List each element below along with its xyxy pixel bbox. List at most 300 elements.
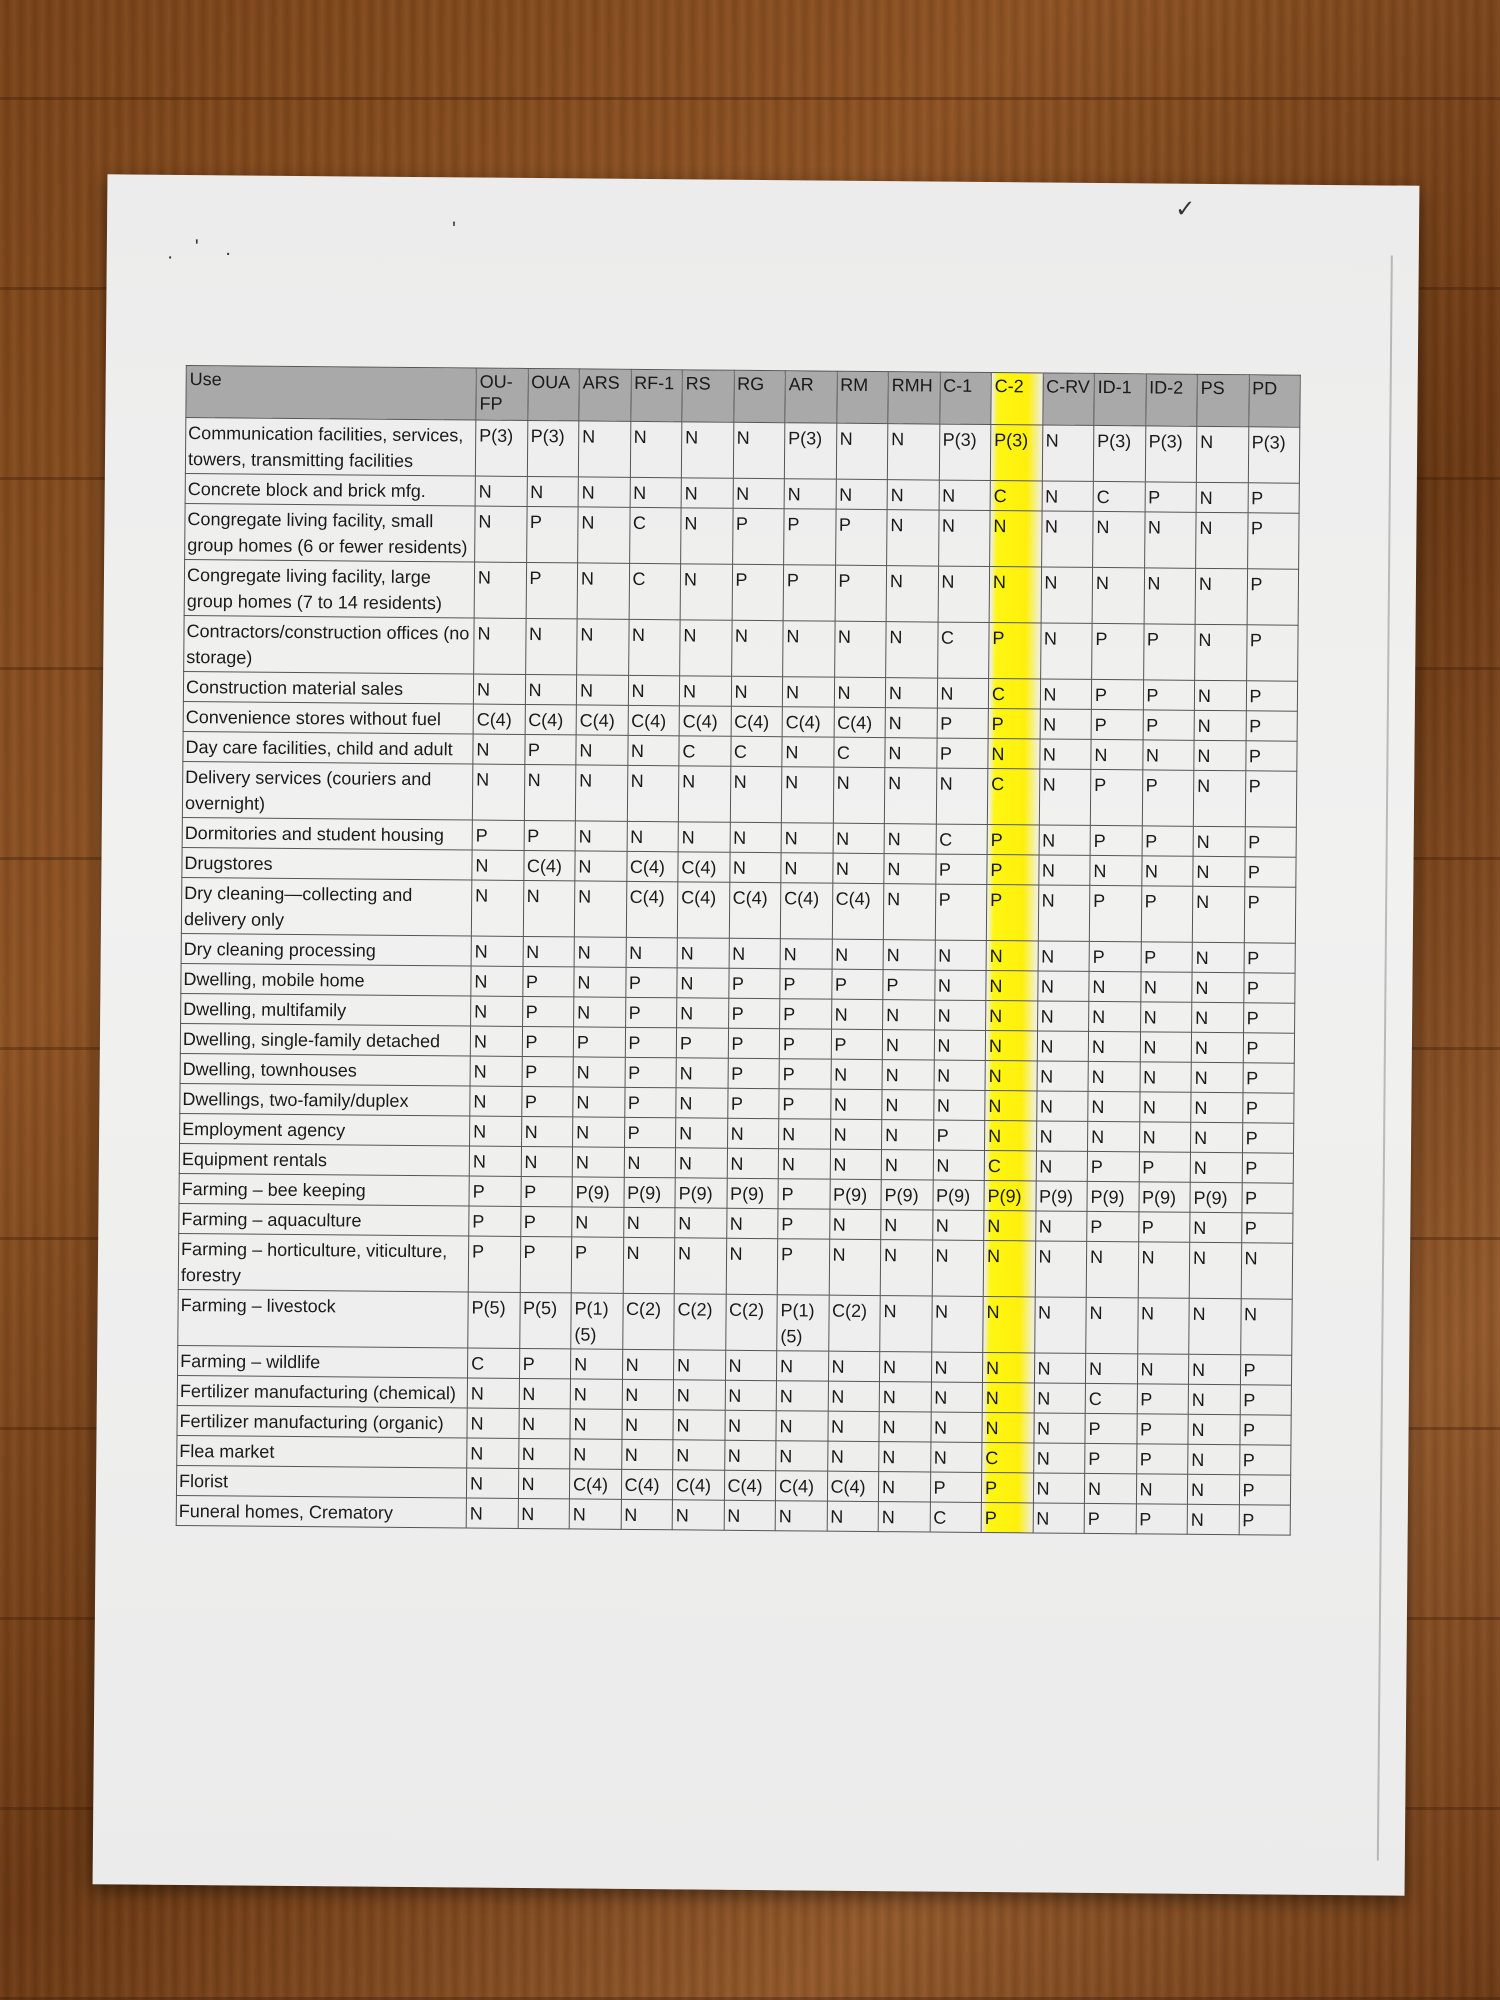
permission-cell: N xyxy=(985,1091,1037,1121)
permission-cell: C xyxy=(629,563,681,619)
permission-cell: C(4) xyxy=(621,1469,673,1499)
use-cell: Farming – bee keeping xyxy=(179,1173,469,1206)
permission-cell: N xyxy=(836,479,888,509)
permission-cell: N xyxy=(681,478,733,508)
permission-cell: P xyxy=(779,1089,831,1119)
permission-cell: N xyxy=(1139,1092,1191,1122)
permission-cell: P xyxy=(624,1117,676,1147)
permission-cell: N xyxy=(933,1150,985,1180)
permission-cell: N xyxy=(630,477,682,507)
permission-cell: N xyxy=(879,1352,931,1382)
permission-cell: N xyxy=(471,936,523,966)
permission-cell: N xyxy=(836,423,888,479)
permission-cell: N xyxy=(521,1116,573,1146)
permission-cell: N xyxy=(675,1208,727,1238)
permission-cell: N xyxy=(937,678,989,708)
permission-cell: C(4) xyxy=(626,881,678,937)
permission-cell: N xyxy=(1188,1384,1240,1414)
permission-cell: P xyxy=(1244,943,1296,973)
use-cell: Farming – aquaculture xyxy=(179,1203,469,1236)
permission-cell: N xyxy=(570,1379,622,1409)
permission-cell: N xyxy=(1034,1297,1086,1353)
permission-cell: P xyxy=(987,855,1039,885)
permission-cell: N xyxy=(782,737,834,767)
permission-cell: N xyxy=(577,563,629,619)
permission-cell: N xyxy=(1033,1443,1085,1473)
permission-cell: N xyxy=(1194,740,1246,770)
table-header-row xyxy=(186,366,1300,428)
permission-cell: P xyxy=(1137,1384,1189,1414)
permission-cell: N xyxy=(1084,1473,1136,1503)
permission-cell: N xyxy=(982,1412,1034,1442)
permission-cell: P xyxy=(526,506,578,562)
permission-cell: N xyxy=(570,1409,622,1439)
permission-cell: N xyxy=(527,476,579,506)
permission-cell: N xyxy=(1138,1242,1190,1298)
permission-cell: N xyxy=(1139,1122,1191,1152)
table-row xyxy=(184,615,1298,681)
permission-cell: P(9) xyxy=(1138,1182,1190,1212)
permission-cell: N xyxy=(1091,739,1143,769)
permission-cell: N xyxy=(467,1378,519,1408)
permission-cell: N xyxy=(472,850,524,880)
permission-cell: N xyxy=(725,1380,777,1410)
permission-cell: N xyxy=(1141,856,1193,886)
permission-cell: N xyxy=(879,1412,931,1442)
permission-cell: N xyxy=(623,1237,675,1293)
permission-cell: N xyxy=(832,853,884,883)
table-row xyxy=(178,1289,1292,1355)
permission-cell: C(2) xyxy=(725,1294,777,1350)
permission-cell: C(4) xyxy=(576,705,628,735)
permission-cell: N xyxy=(834,677,886,707)
permission-cell: P(9) xyxy=(829,1179,881,1209)
permission-cell: N xyxy=(469,1146,521,1176)
permission-cell: N xyxy=(1193,826,1245,856)
permission-cell: N xyxy=(931,1382,983,1412)
permission-cell: N xyxy=(572,1147,624,1177)
use-cell: Farming – horticulture, viticulture, forestry xyxy=(178,1233,468,1292)
paper-edge-line xyxy=(1377,256,1393,1861)
permission-cell: N xyxy=(931,1296,983,1352)
permission-cell: P(3) xyxy=(1093,425,1145,481)
permission-cell: N xyxy=(1196,426,1248,482)
permission-cell: N xyxy=(475,476,527,506)
permission-cell: P(5) xyxy=(519,1292,571,1348)
header-use: Use xyxy=(186,366,476,421)
permission-cell: N xyxy=(783,621,835,677)
permission-cell: P xyxy=(1245,741,1297,771)
use-cell: Construction material sales xyxy=(183,671,473,704)
permission-cell: N xyxy=(621,1439,673,1469)
permission-cell: P xyxy=(1245,827,1297,857)
permission-cell: C(4) xyxy=(525,704,577,734)
permission-cell: N xyxy=(1088,1091,1140,1121)
permission-cell: P xyxy=(1138,1212,1190,1242)
permission-cell: N xyxy=(932,1210,984,1240)
permission-cell: N xyxy=(1041,567,1093,623)
permission-cell: N xyxy=(724,1500,776,1530)
use-cell: Flea market xyxy=(177,1435,467,1468)
permission-cell: N xyxy=(1194,680,1246,710)
permission-cell: N xyxy=(936,768,988,824)
permission-cell: N xyxy=(986,941,1038,971)
permission-cell: N xyxy=(1188,1444,1240,1474)
permission-cell: P xyxy=(780,999,832,1029)
permission-cell: P xyxy=(728,1028,780,1058)
permission-cell: N xyxy=(472,764,524,820)
use-cell: Farming – wildlife xyxy=(178,1345,468,1378)
permission-cell: N xyxy=(1085,1353,1137,1383)
permission-cell: N xyxy=(627,765,679,821)
permission-cell: N xyxy=(1192,972,1244,1002)
use-cell: Dormitories and student housing xyxy=(182,817,472,850)
permission-cell: N xyxy=(1194,710,1246,740)
permission-cell: C(4) xyxy=(775,1471,827,1501)
permission-cell: N xyxy=(1040,679,1092,709)
permission-cell: N xyxy=(982,1382,1034,1412)
permission-cell: N xyxy=(879,1442,931,1472)
permission-cell: P xyxy=(1243,1063,1295,1093)
permission-cell: N xyxy=(1037,1031,1089,1061)
permission-cell: N xyxy=(470,1086,522,1116)
permission-cell: P xyxy=(728,1058,780,1088)
table-row xyxy=(185,503,1299,569)
permission-cell: P xyxy=(1087,1211,1139,1241)
permission-cell: P xyxy=(728,968,780,998)
permission-cell: N xyxy=(1039,769,1091,825)
permission-cell: P xyxy=(784,509,836,565)
permission-cell: P xyxy=(1242,1123,1294,1153)
permission-cell: N xyxy=(467,1408,519,1438)
permission-cell: N xyxy=(622,1349,674,1379)
permission-cell: P xyxy=(1239,1475,1291,1505)
permission-cell: N xyxy=(466,1498,518,1528)
permission-cell: N xyxy=(1195,568,1247,624)
permission-cell: P(9) xyxy=(623,1177,675,1207)
permission-cell: P xyxy=(981,1502,1033,1532)
permission-cell: C xyxy=(990,481,1042,511)
table-row xyxy=(182,761,1296,827)
ink-speck: ' xyxy=(451,218,456,241)
permission-cell: N xyxy=(1240,1299,1292,1355)
permission-cell: P xyxy=(930,1472,982,1502)
use-cell: Dwelling, multifamily xyxy=(181,993,471,1026)
permission-cell: N xyxy=(1144,568,1196,624)
permission-cell: P(1)(5) xyxy=(571,1293,623,1349)
permission-cell: N xyxy=(781,767,833,823)
permission-cell: P xyxy=(1141,886,1193,942)
permission-cell: P xyxy=(937,708,989,738)
permission-cell: N xyxy=(621,1499,673,1529)
permission-cell: P xyxy=(526,562,578,618)
permission-cell: N xyxy=(574,967,626,997)
permission-cell: N xyxy=(1039,825,1091,855)
permission-cell: P xyxy=(1242,1153,1294,1183)
permission-cell: C(4) xyxy=(628,705,680,735)
permission-cell: N xyxy=(1087,1121,1139,1151)
permission-cell: N xyxy=(470,1026,522,1056)
permission-cell: N xyxy=(884,854,936,884)
permission-cell: P(3) xyxy=(1145,426,1197,482)
permission-cell: P xyxy=(1143,624,1195,680)
permission-cell: C(2) xyxy=(622,1293,674,1349)
permission-cell: N xyxy=(827,1501,879,1531)
permission-cell: P xyxy=(988,709,1040,739)
use-cell: Florist xyxy=(176,1465,466,1498)
permission-cell: N xyxy=(983,1296,1035,1352)
permission-cell: C(2) xyxy=(674,1294,726,1350)
permission-cell: P xyxy=(780,969,832,999)
permission-cell: C xyxy=(984,1150,1036,1180)
use-cell: Communication facilities, services, towers, transmitting facilities xyxy=(185,418,475,477)
permission-cell: N xyxy=(884,768,936,824)
permission-cell: N xyxy=(1189,1298,1241,1354)
permission-cell: P xyxy=(1090,825,1142,855)
permission-cell: N xyxy=(1187,1504,1239,1534)
permission-cell: N xyxy=(627,735,679,765)
ink-speck: ✓ xyxy=(1175,195,1196,223)
permission-cell: P xyxy=(1244,857,1296,887)
permission-cell: N xyxy=(574,997,626,1027)
permission-cell: N xyxy=(1089,971,1141,1001)
permission-cell: N xyxy=(1040,709,1092,739)
permission-cell: P xyxy=(519,1348,571,1378)
permission-cell: N xyxy=(673,1440,725,1470)
ink-speck: · xyxy=(166,245,174,268)
permission-cell: N xyxy=(784,479,836,509)
permission-cell: C xyxy=(930,1502,982,1532)
permission-cell: C xyxy=(629,507,681,563)
header-zone-rs: RS xyxy=(682,370,734,422)
permission-cell: N xyxy=(727,1148,779,1178)
permission-cell: N xyxy=(1196,482,1248,512)
permission-cell: P xyxy=(521,1086,573,1116)
permission-cell: N xyxy=(985,1120,1037,1150)
permission-cell: N xyxy=(1195,624,1247,680)
permission-cell: N xyxy=(627,821,679,851)
permission-cell: N xyxy=(576,675,628,705)
permission-cell: P xyxy=(1248,483,1300,513)
permission-cell: P xyxy=(522,1056,574,1086)
permission-cell: N xyxy=(885,678,937,708)
permission-cell: N xyxy=(1034,1383,1086,1413)
permission-cell: P xyxy=(1091,679,1143,709)
permission-cell: P xyxy=(1142,770,1194,826)
permission-cell: N xyxy=(575,765,627,821)
permission-cell: N xyxy=(1137,1354,1189,1384)
permission-cell: N xyxy=(577,619,629,675)
permission-cell: N xyxy=(886,622,938,678)
permission-cell: N xyxy=(1196,512,1248,568)
permission-cell: N xyxy=(882,1090,934,1120)
permission-cell: N xyxy=(727,1118,779,1148)
permission-cell: N xyxy=(1142,740,1194,770)
permission-cell: P(9) xyxy=(1035,1181,1087,1211)
permission-cell: P(9) xyxy=(675,1178,727,1208)
permission-cell: N xyxy=(572,1207,624,1237)
permission-cell: N xyxy=(676,1088,728,1118)
permission-cell: N xyxy=(886,566,938,622)
permission-cell: N xyxy=(574,937,626,967)
permission-cell: N xyxy=(1038,855,1090,885)
permission-cell: P xyxy=(989,623,1041,679)
permission-cell: N xyxy=(524,764,576,820)
permission-cell: P xyxy=(1239,1415,1291,1445)
permission-cell: P(9) xyxy=(1190,1182,1242,1212)
permission-cell: N xyxy=(628,619,680,675)
permission-cell: P xyxy=(625,1057,677,1087)
permission-cell: N xyxy=(887,424,939,480)
header-zone-rf-1: RF-1 xyxy=(630,369,682,421)
permission-cell: P xyxy=(524,820,576,850)
permission-cell: P xyxy=(676,1028,728,1058)
permission-cell: P xyxy=(831,1029,883,1059)
permission-cell: P xyxy=(469,1206,521,1236)
permission-cell: N xyxy=(726,1238,778,1294)
permission-cell: N xyxy=(880,1240,932,1296)
header-zone-ar: AR xyxy=(785,371,837,423)
permission-cell: P(3) xyxy=(527,420,579,476)
permission-cell: N xyxy=(731,676,783,706)
permission-cell: N xyxy=(621,1409,673,1439)
permission-cell: N xyxy=(934,1060,986,1090)
permission-cell: P(9) xyxy=(726,1178,778,1208)
permission-cell: P xyxy=(1084,1503,1136,1533)
permission-cell: N xyxy=(885,738,937,768)
permission-cell: N xyxy=(938,566,990,622)
use-cell: Congregate living facility, large group homes (7 to 14 residents) xyxy=(184,559,474,618)
permission-cell: N xyxy=(729,852,781,882)
permission-cell: N xyxy=(985,1061,1037,1091)
use-cell: Dwelling, townhouses xyxy=(180,1053,470,1086)
permission-cell: P xyxy=(1136,1414,1188,1444)
permission-cell: N xyxy=(573,1057,625,1087)
permission-cell: N xyxy=(1035,1211,1087,1241)
permission-cell: N xyxy=(778,1149,830,1179)
permission-cell: N xyxy=(578,507,630,563)
permission-cell: N xyxy=(623,1207,675,1237)
permission-cell: N xyxy=(681,422,733,478)
permission-cell: N xyxy=(986,1001,1038,1031)
permission-cell: N xyxy=(525,674,577,704)
permission-cell: N xyxy=(983,1240,1035,1296)
permission-cell: P xyxy=(1089,941,1141,971)
permission-cell: N xyxy=(776,1351,828,1381)
permission-cell: N xyxy=(724,1440,776,1470)
permission-cell: N xyxy=(575,851,627,881)
permission-cell: N xyxy=(473,674,525,704)
permission-cell: P xyxy=(469,1176,521,1206)
header-zone-rg: RG xyxy=(733,370,785,422)
permission-cell: N xyxy=(470,1056,522,1086)
permission-cell: P xyxy=(1243,973,1295,1003)
permission-cell: N xyxy=(776,1441,828,1471)
permission-cell: N xyxy=(724,1410,776,1440)
permission-cell: P(3) xyxy=(939,424,991,480)
permission-cell: N xyxy=(677,938,729,968)
permission-cell: P xyxy=(1246,681,1298,711)
use-cell: Dwelling, mobile home xyxy=(181,963,471,996)
permission-cell: P(3) xyxy=(990,425,1042,481)
permission-cell: N xyxy=(1086,1297,1138,1353)
permission-cell: N xyxy=(829,1209,881,1239)
use-cell: Dry cleaning processing xyxy=(181,933,471,966)
permission-cell: N xyxy=(523,880,575,936)
header-zone-c-rv: C-RV xyxy=(1042,373,1094,425)
permission-cell: P xyxy=(883,970,935,1000)
permission-cell: P(3) xyxy=(475,420,527,476)
permission-cell: N xyxy=(781,853,833,883)
permission-cell: N xyxy=(470,1116,522,1146)
permission-cell: N xyxy=(878,1502,930,1532)
permission-cell: N xyxy=(1033,1413,1085,1443)
permission-cell: N xyxy=(677,968,729,998)
table-row xyxy=(185,418,1299,484)
permission-cell: N xyxy=(1033,1503,1085,1533)
permission-cell: N xyxy=(1086,1241,1138,1297)
permission-cell: P xyxy=(1239,1505,1291,1535)
permission-cell: N xyxy=(626,937,678,967)
permission-cell: N xyxy=(931,1352,983,1382)
permission-cell: N xyxy=(521,1146,573,1176)
permission-cell: N xyxy=(1036,1151,1088,1181)
permission-cell: N xyxy=(884,824,936,854)
permission-cell: P xyxy=(573,1027,625,1057)
permission-cell: P xyxy=(1092,623,1144,679)
header-zone-c-2: C-2 xyxy=(991,373,1043,425)
permission-cell: N xyxy=(518,1498,570,1528)
permission-cell: P xyxy=(783,565,835,621)
permission-cell: N xyxy=(624,1147,676,1177)
permission-cell: P(1)(5) xyxy=(777,1295,829,1351)
use-cell: Equipment rentals xyxy=(179,1143,469,1176)
permission-cell: P xyxy=(1241,1213,1293,1243)
permission-cell: P(9) xyxy=(572,1177,624,1207)
permission-cell: N xyxy=(676,1058,728,1088)
permission-cell: N xyxy=(729,938,781,968)
permission-cell: P xyxy=(1087,1151,1139,1181)
permission-cell: N xyxy=(990,511,1042,567)
permission-cell: N xyxy=(1192,1002,1244,1032)
permission-cell: N xyxy=(1035,1241,1087,1297)
permission-cell: N xyxy=(733,422,785,478)
permission-cell: P xyxy=(835,565,887,621)
permission-cell: C(2) xyxy=(828,1295,880,1351)
use-cell: Fertilizer manufacturing (chemical) xyxy=(177,1375,467,1408)
permission-cell: P xyxy=(472,820,524,850)
permission-cell: N xyxy=(882,1030,934,1060)
permission-cell: N xyxy=(883,1000,935,1030)
permission-cell: P xyxy=(1244,887,1296,943)
permission-cell: N xyxy=(630,421,682,477)
header-zone-ars: ARS xyxy=(579,369,631,421)
permission-cell: N xyxy=(1187,1474,1239,1504)
permission-cell: N xyxy=(878,1472,930,1502)
permission-cell: P xyxy=(571,1237,623,1293)
permission-cell: P xyxy=(1143,710,1195,740)
table-body xyxy=(176,418,1300,1536)
permission-cell: N xyxy=(678,822,730,852)
permission-cell: N xyxy=(578,421,630,477)
zoning-use-table xyxy=(176,365,1301,1536)
permission-cell: N xyxy=(1190,1152,1242,1182)
permission-cell: N xyxy=(779,1119,831,1149)
permission-cell: N xyxy=(1036,1091,1088,1121)
permission-cell: N xyxy=(776,1381,828,1411)
permission-cell: C(4) xyxy=(729,882,781,938)
permission-cell: C(4) xyxy=(731,706,783,736)
